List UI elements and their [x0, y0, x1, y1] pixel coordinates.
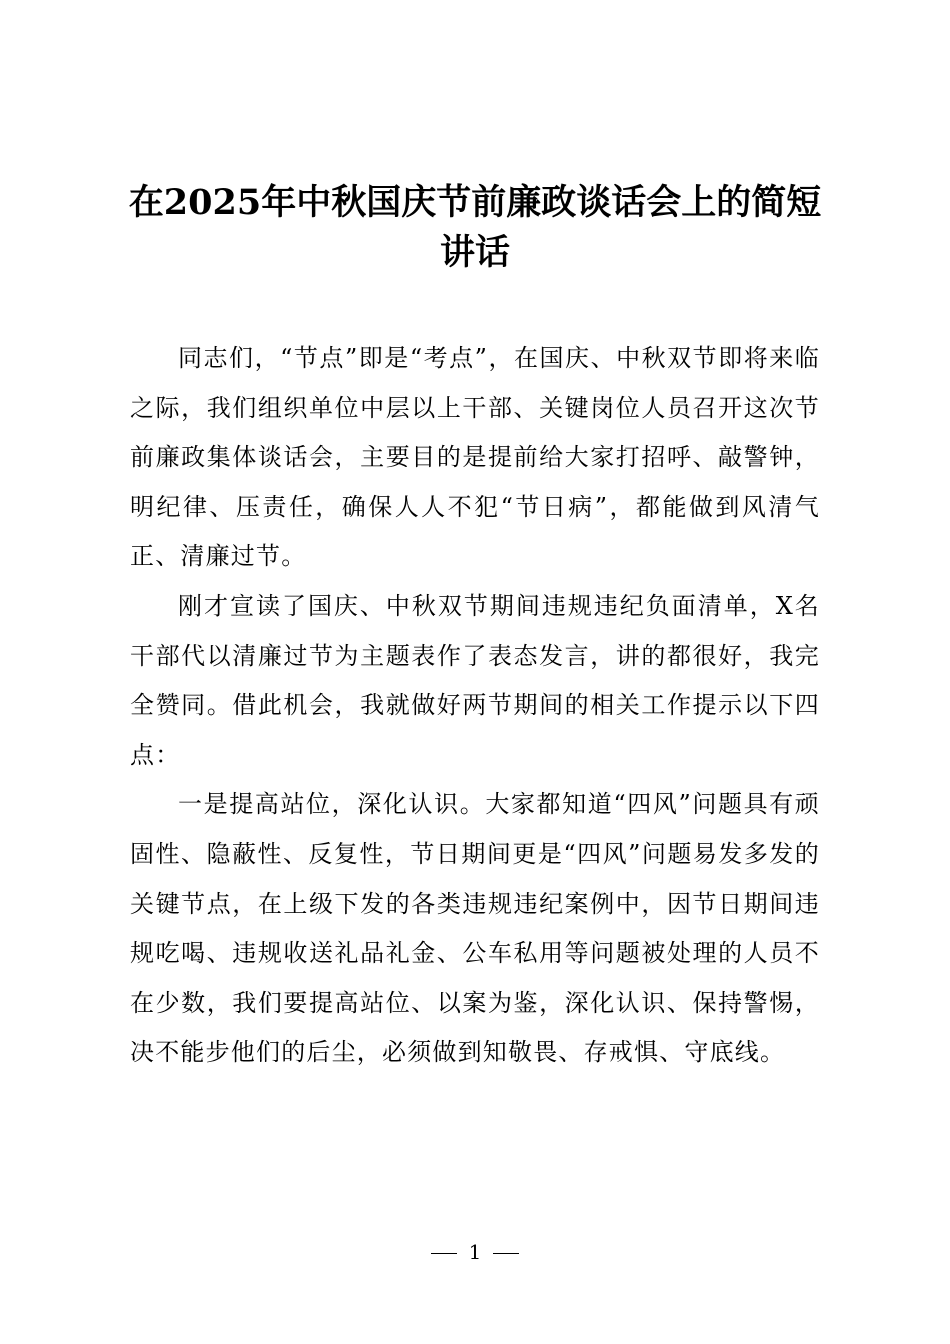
- document-title: [120, 178, 830, 278]
- title-line-1: 在2025年中秋国庆节前廉政谈话会上的简短: [128, 182, 822, 223]
- page-number: 1: [468, 1240, 482, 1264]
- document-body: [130, 334, 820, 1078]
- footer-dash-right: [493, 1253, 519, 1254]
- title-line-2: 讲话: [439, 232, 510, 273]
- paragraph-introduction: 刚才宣读了国庆、中秋双节期间违规违纪负面清单，X名干部代以清廉过节为主题表作了表态发言，讲的都很好，我完全赞同。借此机会，我就做好两节期间的相关工作提示以下四点：: [130, 591, 820, 769]
- page-footer: [0, 1237, 950, 1267]
- paragraph-point-one: 一是提高站位，深化认识。大家都知道“四风”问题具有顽固性、隐蔽性、反复性，节日期间更是“四风”问题易发多发的关键节点，在上级下发的各类违规违纪案例中，因节日期间违规吃喝、违规收送礼品礼金、公车私用等问题被处理的人员不在少数，我们要提高站位、以案为鉴，深化认识、保持警惕，决不能步他们的后尘，必须做到知敬畏、存戒惧、守底线。: [130, 790, 820, 1067]
- footer-dash-left: [431, 1253, 457, 1254]
- paragraph-opening: 同志们，“节点”即是“考点”，在国庆、中秋双节即将来临之际，我们组织单位中层以上干部、关键岗位人员召开这次节前廉政集体谈话会，主要目的是提前给大家打招呼、敲警钟，明纪律、压责任，确保人人不犯“节日病”，都能做到风清气正、清廉过节。: [130, 344, 820, 571]
